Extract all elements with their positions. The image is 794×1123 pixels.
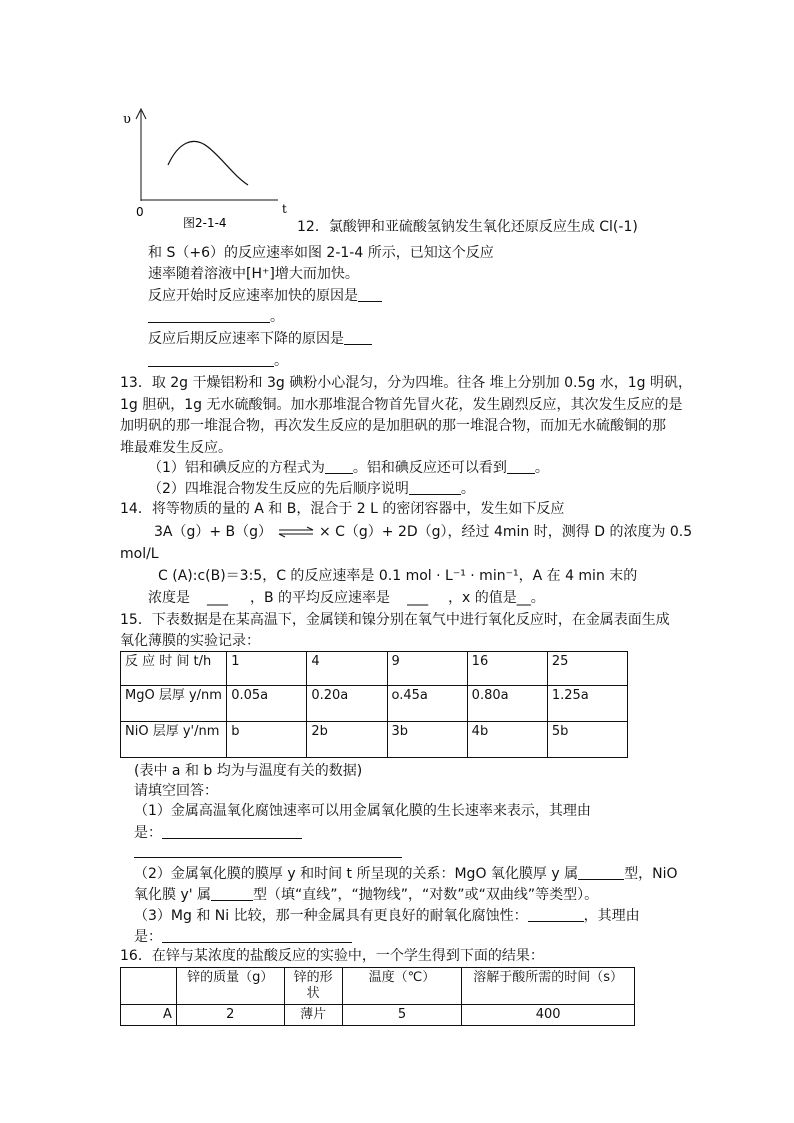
- q13-line1: 13．取 2g 干燥铝粉和 3g 碘粉小心混匀，分为四堆。往各 堆上分别加 0.5g 水，1g 明矾，: [120, 375, 692, 391]
- row-header: NiO 层厚 y'/nm: [121, 722, 227, 758]
- q16-line1: 16．在锌与某浓度的盐酸反应的实验中，一个学生得到下面的结果：: [120, 948, 544, 964]
- table-cell: 16: [467, 652, 547, 686]
- table-cell: 5b: [547, 722, 627, 758]
- q15-sub1-line2: 是：: [134, 824, 302, 842]
- q12-line3: 速率随着溶液中[H⁺]增大而加快。: [148, 266, 359, 282]
- figure-caption: 图2-1-4: [183, 216, 227, 230]
- q13-line4: 堆最难发生反应。: [120, 440, 232, 456]
- q15-sub3-line2: 是：: [134, 928, 352, 946]
- row-header: MgO 层厚 y/nm: [121, 686, 227, 722]
- table-cell: 400: [462, 1005, 635, 1026]
- answer-blank[interactable]: [358, 287, 382, 302]
- table-cell: 0.05a: [227, 686, 307, 722]
- answer-blank[interactable]: [528, 907, 584, 922]
- y-axis-label: υ: [123, 112, 131, 127]
- q12-line1: 12．氯酸钾和亚硫酸氢钠发生氧化还原反应生成 Cl(-1): [297, 219, 638, 235]
- q12-line6: 反应后期反应速率下降的原因是: [148, 330, 372, 348]
- answer-blank[interactable]: [344, 330, 372, 345]
- q15-line1: 15．下表数据是在某高温下，金属镁和镍分别在氧气中进行氧化反应时，在金属表面生成: [120, 612, 670, 628]
- answer-blank[interactable]: [507, 459, 535, 474]
- answer-blank[interactable]: [148, 308, 270, 323]
- rate-curve-figure: [123, 103, 293, 233]
- q12-line4: 反应开始时反应速率加快的原因是: [148, 287, 382, 305]
- table-cell: 2b: [307, 722, 387, 758]
- table-cell: 4b: [467, 722, 547, 758]
- x-axis-label: t: [282, 202, 287, 216]
- q15-sub3-line1: （3）Mg 和 Ni 比较，那一种金属具有更良好的耐氧化腐蚀性： ，其理由: [134, 908, 640, 924]
- table-cell: 薄片: [284, 1005, 342, 1026]
- q15-note: (表中 a 和 b 均为与温度有关的数据): [134, 763, 363, 779]
- q15-sub2-line1: （2）金属氧化膜的膜厚 y 和时间 t 所呈现的关系：MgO 氧化膜厚 y 属 型，NiO: [134, 866, 678, 882]
- column-header: 溶解于酸所需的时间（s）: [462, 968, 635, 1005]
- table-row: [121, 1005, 635, 1026]
- answer-blank[interactable]: [578, 865, 624, 880]
- answer-blank[interactable]: [162, 928, 352, 943]
- q12-line5: 。: [148, 308, 284, 326]
- table-row: [121, 652, 628, 686]
- origin-label: 0: [136, 205, 144, 219]
- q13-line3: 加明矾的那一堆混合物，再次发生反应的是加胆矾的那一堆混合物，而加无水硫酸铜的那: [120, 418, 666, 434]
- table-cell: 2: [176, 1005, 284, 1026]
- oxide-thickness-table: [120, 651, 628, 758]
- q15-line2: 氧化薄膜的实验记录：: [120, 633, 260, 649]
- q15-prompt: 请填空回答：: [134, 783, 218, 799]
- q13-line2: 1g 胆矾，1g 无水硫酸铜。加水那堆混合物首先冒火花，发生剧烈反应，其次发生反应的是: [120, 397, 683, 413]
- column-header: 温度（℃）: [342, 968, 462, 1005]
- table-cell: o.45a: [387, 686, 467, 722]
- answer-blank[interactable]: [409, 480, 461, 495]
- table-cell: 1.25a: [547, 686, 627, 722]
- q12-line2: 和 S（+6）的反应速率如图 2-1-4 所示，已知这个反应: [148, 245, 494, 261]
- table-row: [121, 722, 628, 758]
- answer-blank[interactable]: ___: [407, 590, 429, 606]
- answer-blank[interactable]: [211, 886, 253, 901]
- q14-line5: 浓度是 ___ ，B 的平均反应速率是 ___ ，x 的值是__。: [148, 590, 545, 606]
- table-cell: 5: [342, 1005, 462, 1026]
- table-cell: 25: [547, 652, 627, 686]
- rate-curve: [168, 141, 248, 185]
- table-header-row: [121, 968, 635, 1005]
- answer-blank[interactable]: ___: [207, 590, 228, 606]
- q14-line4: C (A):c(B)＝3:5，C 的反应速率是 0.1 mol · L⁻¹ · min⁻¹，A 在 4 min 末的: [158, 568, 638, 584]
- table-cell: A: [121, 1005, 177, 1026]
- q13-sub1: （1）铝和碘反应的方程式为 。铝和碘反应还可以看到 。: [148, 460, 549, 476]
- column-header: 锌的质量（g）: [176, 968, 284, 1005]
- table-cell: 9: [387, 652, 467, 686]
- column-header: [121, 968, 177, 1005]
- table-cell: b: [227, 722, 307, 758]
- table-cell: 1: [227, 652, 307, 686]
- table-cell: 0.80a: [467, 686, 547, 722]
- q14-equation: 3A（g）+ B（g） × C（g）+ 2D（g），经过 4min 时，测得 D 的浓度为 0.5: [154, 524, 693, 540]
- q14-line3: mol/L: [120, 546, 159, 562]
- q13-sub2: （2）四堆混合物发生反应的先后顺序说明 。: [148, 481, 475, 497]
- q12-line7: 。: [148, 352, 288, 370]
- answer-blank[interactable]: [162, 824, 302, 839]
- table-cell: 4: [307, 652, 387, 686]
- column-header: 锌的形状: [284, 968, 342, 1005]
- q15-sub2-line2: 氧化膜 y' 属 型（填“直线”，“抛物线”，“对数”或“双曲线”等类型）。: [134, 887, 599, 903]
- answer-blank[interactable]: [148, 352, 274, 367]
- zinc-reaction-table: [120, 967, 635, 1026]
- answer-blank[interactable]: [325, 459, 353, 474]
- reversible-arrows-icon: [277, 526, 315, 538]
- row-header: 反 应 时 间 t/h: [121, 652, 227, 686]
- table-row: [121, 686, 628, 722]
- q15-sub1-line1: （1）金属高温氧化腐蚀速率可以用金属氧化膜的生长速率来表示，其理由: [134, 803, 591, 819]
- q14-line1: 14．将等物质的量的 A 和 B，混合于 2 L 的密闭容器中，发生如下反应: [120, 501, 565, 517]
- table-cell: 3b: [387, 722, 467, 758]
- answer-line[interactable]: [134, 857, 402, 858]
- table-cell: 0.20a: [307, 686, 387, 722]
